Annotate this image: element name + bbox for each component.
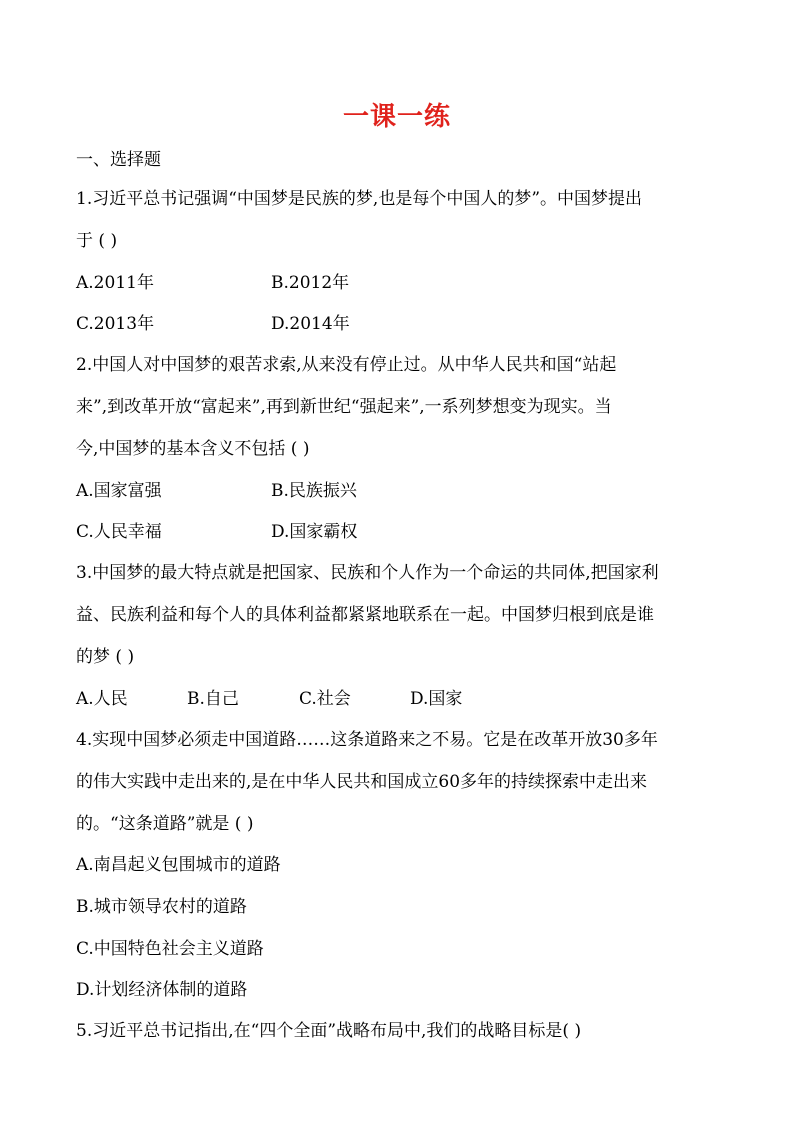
question-3-option-d: D.国家 xyxy=(410,689,463,709)
question-3-line-3: 的梦 ( ) xyxy=(76,647,135,667)
question-4-line-1: 4.实现中国梦必须走中国道路……这条道路来之不易。它是在改革开放30多年 xyxy=(76,730,658,750)
question-1-option-c: C.2013年 xyxy=(76,314,155,334)
question-1-option-a: A.2011年 xyxy=(76,273,154,293)
question-3-option-c: C.社会 xyxy=(299,689,351,709)
question-4-line-2: 的伟大实践中走出来的,是在中华人民共和国成立60多年的持续探索中走出来 xyxy=(76,772,648,792)
question-2-line-3: 今,中国梦的基本含义不包括 ( ) xyxy=(76,439,310,459)
question-3-line-2: 益、民族利益和每个人的具体利益都紧紧地联系在一起。中国梦归根到底是谁 xyxy=(76,605,654,625)
question-1-line-1: 1.习近平总书记强调“中国梦是民族的梦,也是每个中国人的梦”。中国梦提出 xyxy=(76,189,643,209)
question-1-line-2: 于 ( ) xyxy=(76,231,118,251)
question-1-option-d: D.2014年 xyxy=(271,314,350,334)
question-1-option-b: B.2012年 xyxy=(271,273,350,293)
question-4-option-d: D.计划经济体制的道路 xyxy=(76,980,248,1000)
question-2-option-d: D.国家霸权 xyxy=(271,522,358,542)
question-2-line-1: 2.中国人对中国梦的艰苦求索,从来没有停止过。从中华人民共和国“站起 xyxy=(76,355,617,375)
question-5-line-1: 5.习近平总书记指出,在“四个全面”战略布局中,我们的战略目标是( ) xyxy=(76,1021,582,1041)
question-4-option-a: A.南昌起义包围城市的道路 xyxy=(76,855,281,875)
question-4-line-3: 的。“这条道路”就是 ( ) xyxy=(76,814,254,834)
question-2-option-c: C.人民幸福 xyxy=(76,522,162,542)
question-4-option-c: C.中国特色社会主义道路 xyxy=(76,939,264,959)
section-heading: 一、选择题 xyxy=(76,150,161,170)
question-2-option-a: A.国家富强 xyxy=(76,481,162,501)
question-2-option-b: B.民族振兴 xyxy=(271,481,357,501)
question-3-option-b: B.自己 xyxy=(187,689,239,709)
question-3-line-1: 3.中国梦的最大特点就是把国家、民族和个人作为一个命运的共同体,把国家利 xyxy=(76,563,659,583)
question-2-line-2: 来”,到改革开放“富起来”,再到新世纪“强起来”,一系列梦想变为现实。当 xyxy=(76,397,612,417)
question-4-option-b: B.城市领导农村的道路 xyxy=(76,897,247,917)
page-title: 一课一练 xyxy=(342,102,451,132)
question-3-option-a: A.人民 xyxy=(76,689,128,709)
